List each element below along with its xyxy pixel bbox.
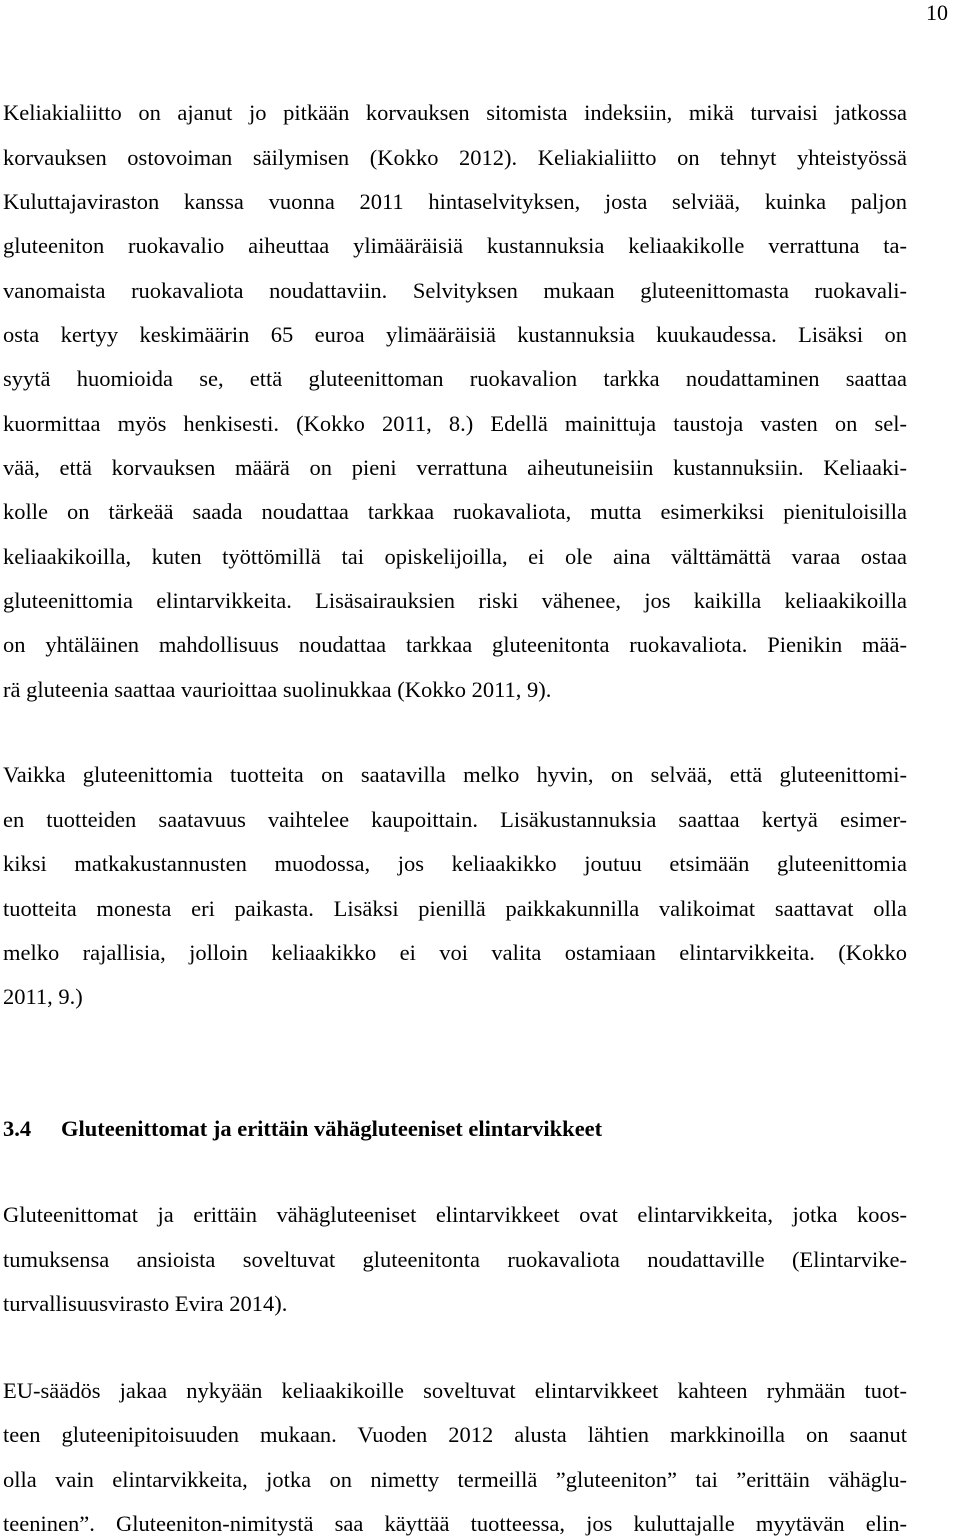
text-line: 2011, 9.) [3,984,83,1009]
text-line: tumuksensa ansioista soveltuvat gluteenitonta ruokavaliota noudattaville (Elintarvike- [3,1247,907,1272]
text-line: rä gluteenia saattaa vaurioittaa suolinukkaa (Kokko 2011, 9). [3,677,552,702]
text-line: vanomaista ruokavaliota noudattaviin. Selvityksen mukaan gluteenittomasta ruokavali- [3,278,907,303]
text-line: teen gluteenipitoisuuden mukaan. Vuoden 2012 alusta lähtien markkinoilla on saanut [3,1422,907,1447]
section-title: Gluteenittomat ja erittäin vähägluteeniset elintarvikkeet [61,1116,603,1141]
text-line: olla vain elintarvikkeita, jotka on nimetty termeillä ”gluteeniton” tai ”erittäin vähäglu- [3,1467,907,1492]
text-line: Vaikka gluteenittomia tuotteita on saatavilla melko hyvin, on selvää, että gluteenittomi- [3,762,907,787]
page-number: 10 [926,0,948,25]
text-line: on yhtäläinen mahdollisuus noudattaa tarkkaa gluteenitonta ruokavaliota. Pienikin mää- [3,632,907,657]
text-line: melko rajallisia, jolloin keliaakikko ei voi valita ostamiaan elintarvikkeita. (Kokko [3,940,907,965]
section-heading [3,1114,602,1144]
text-line: Keliakialiitto on ajanut jo pitkään korvauksen sitomista indeksiin, mikä turvaisi jatkossa [3,100,907,125]
text-line: Kuluttajaviraston kanssa vuonna 2011 hintaselvityksen, josta selviää, kuinka paljon [3,189,907,214]
text-line: osta kertyy keskimäärin 65 euroa ylimääräisiä kustannuksia kuukaudessa. Lisäksi on [3,322,907,347]
text-line: turvallisuusvirasto Evira 2014). [3,1291,288,1316]
text-line: kiksi matkakustannusten muodossa, jos keliaakikko joutuu etsimään gluteenittomia [3,851,907,876]
text-line: gluteeniton ruokavalio aiheuttaa ylimääräisiä kustannuksia keliaakikolle verrattuna ta- [3,233,907,258]
text-line: gluteenittomia elintarvikkeita. Lisäsairauksien riski vähenee, jos kaikilla keliaakikoilla [3,588,907,613]
text-line: syytä huomioida se, että gluteenittoman ruokavalion tarkka noudattaminen saattaa [3,366,907,391]
text-line: korvauksen ostovoiman säilymisen (Kokko 2012). Keliakialiitto on tehnyt yhteistyössä [3,145,907,170]
text-line: tuotteita monesta eri paikasta. Lisäksi pienillä paikkakunnilla valikoimat saattavat olla [3,896,907,921]
text-line: kolle on tärkeää saada noudattaa tarkkaa ruokavaliota, mutta esimerkiksi pienituloisilla [3,499,907,524]
text-line: Gluteenittomat ja erittäin vähägluteeniset elintarvikkeet ovat elintarvikkeita, jotka koos- [3,1202,907,1227]
text-line: EU-säädös jakaa nykyään keliaakikoille soveltuvat elintarvikkeet kahteen ryhmään tuot- [3,1378,907,1403]
text-line: keliaakikoilla, kuten työttömillä tai opiskelijoilla, ei ole aina välttämättä varaa ostaa [3,544,907,569]
section-number: 3.4 [3,1116,32,1141]
text-line: teeninen”. Gluteeniton-nimitystä saa käyttää tuotteessa, jos kuluttajalle myytävän elin- [3,1511,907,1536]
text-line: vää, että korvauksen määrä on pieni verrattuna aiheutuneisiin kustannuksiin. Keliaaki- [3,455,907,480]
text-line: kuormittaa myös henkisesti. (Kokko 2011, 8.) Edellä mainittuja taustoja vasten on sel- [3,411,907,436]
text-line: en tuotteiden saatavuus vaihtelee kaupoittain. Lisäkustannuksia saattaa kertyä esimer- [3,807,907,832]
